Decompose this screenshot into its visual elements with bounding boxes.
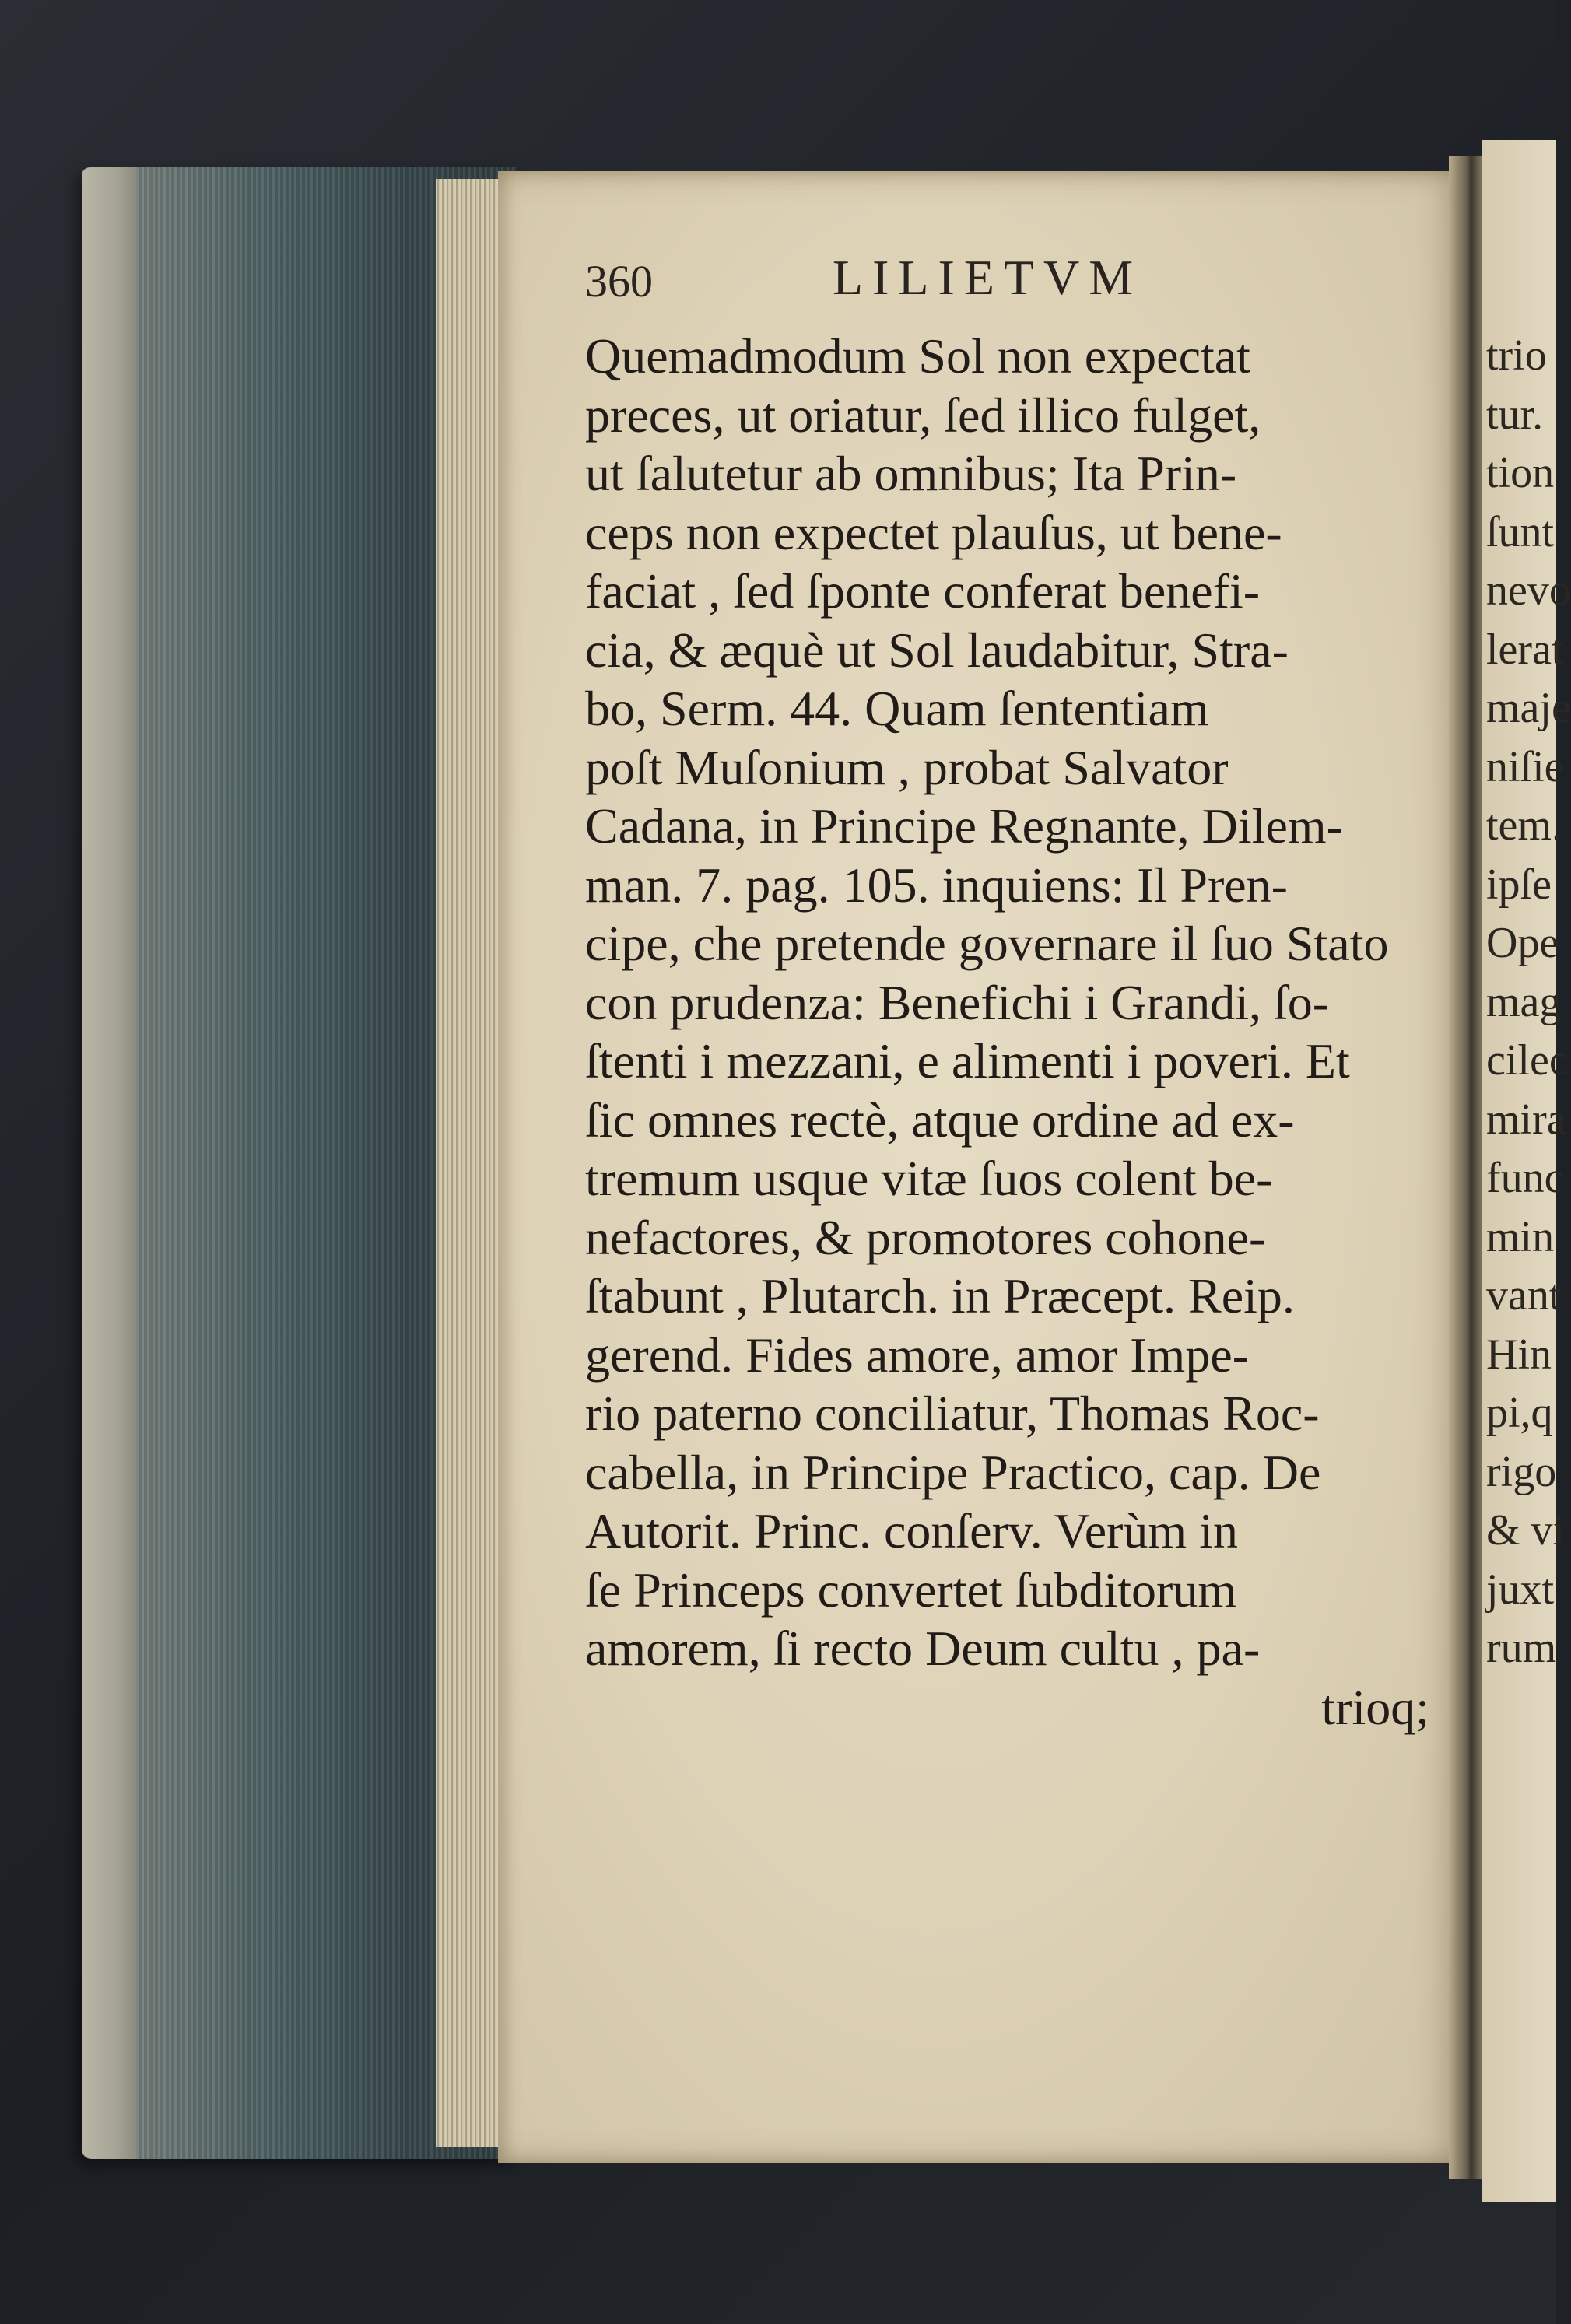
facing-text-line: rum — [1486, 1624, 1557, 1672]
page-text — [585, 327, 1429, 1737]
text-line: ut ſalutetur ab omnibus; Ita Prin- — [585, 446, 1237, 501]
facing-text-line: lerat — [1486, 625, 1564, 674]
text-line: cipe, che pretende governare il ſuo Stato — [585, 916, 1389, 971]
facing-text-line: maje — [1486, 684, 1571, 732]
facing-text-line: ipſe — [1486, 860, 1552, 909]
facing-text-line: tion — [1486, 449, 1555, 497]
running-title: LILIETVM — [833, 250, 1143, 305]
text-line: poſt Muſonium , probat Salvator — [585, 739, 1229, 795]
facing-text-line: vant — [1486, 1271, 1562, 1320]
text-line: tremum usque vitæ ſuos colent be- — [585, 1151, 1273, 1206]
text-line: con prudenza: Benefichi i Grandi, ſo- — [585, 974, 1330, 1030]
facing-text-line: func — [1486, 1154, 1564, 1202]
facing-text-line: juxt — [1486, 1565, 1555, 1614]
facing-text-line: mag — [1486, 977, 1562, 1026]
text-line: Cadana, in Principe Regnante, Dilem- — [585, 798, 1343, 854]
facing-text-line: cilec — [1486, 1036, 1569, 1085]
text-line: man. 7. pag. 105. inquiens: Il Pren- — [585, 857, 1288, 913]
text-line: rio paterno conciliatur, Thomas Roc- — [585, 1386, 1320, 1441]
text-line: preces, ut oriatur, ſed illico fulget, — [585, 387, 1261, 443]
text-line: cia, & æquè ut Sol laudabitur, Stra- — [585, 622, 1289, 678]
facing-text-line: Hin — [1486, 1330, 1552, 1379]
text-line: Autorit. Princ. conſerv. Verùm in — [585, 1503, 1238, 1558]
text-line: ceps non expectet plauſus, ut bene- — [585, 504, 1282, 560]
facing-text-line: ſunt — [1486, 507, 1555, 556]
text-line: amorem, ſi recto Deum cultu , pa- — [585, 1621, 1261, 1676]
book-cover-edge — [82, 167, 136, 2159]
text-line: gerend. Fides amore, amor Impe- — [585, 1327, 1250, 1383]
text-line: ſe Princeps convertet ſubditorum — [585, 1562, 1237, 1618]
page-header — [585, 249, 1285, 319]
facing-text-line: niſie — [1486, 742, 1564, 791]
facing-text-line: pi,q — [1486, 1389, 1553, 1437]
text-line: ſtenti i mezzani, e alimenti i poveri. Et — [585, 1033, 1350, 1088]
text-line: trioq; — [1321, 1679, 1429, 1735]
text-line: bo, Serm. 44. Quam ſententiam — [585, 681, 1209, 736]
facing-text-line: tur. — [1486, 390, 1544, 439]
facing-text-line: tem. — [1486, 801, 1562, 850]
facing-text-line: min — [1486, 1212, 1555, 1261]
facing-text-line: mira — [1486, 1095, 1566, 1144]
facing-page-text — [1486, 327, 1571, 1678]
facing-text-line: rigo — [1486, 1447, 1557, 1496]
book-gutter — [1449, 156, 1486, 2179]
page-number: 360 — [585, 256, 653, 307]
facing-text-line: nevo — [1486, 566, 1571, 615]
text-line: ſtabunt , Plutarch. in Præcept. Reip. — [585, 1268, 1295, 1323]
text-line: cabella, in Principe Practico, cap. De — [585, 1444, 1321, 1500]
text-line: Quemadmodum Sol non expectat — [585, 328, 1250, 384]
text-line: faciat , ſed ſponte conferat benefi- — [585, 563, 1261, 619]
text-line: ſic omnes rectè, atque ordine ad ex- — [585, 1092, 1295, 1148]
facing-text-line: & vi — [1486, 1506, 1566, 1555]
text-line: nefactores, & promotores cohone- — [585, 1209, 1266, 1265]
facing-text-line: trio — [1486, 331, 1547, 380]
facing-text-line: Ope — [1486, 919, 1559, 967]
